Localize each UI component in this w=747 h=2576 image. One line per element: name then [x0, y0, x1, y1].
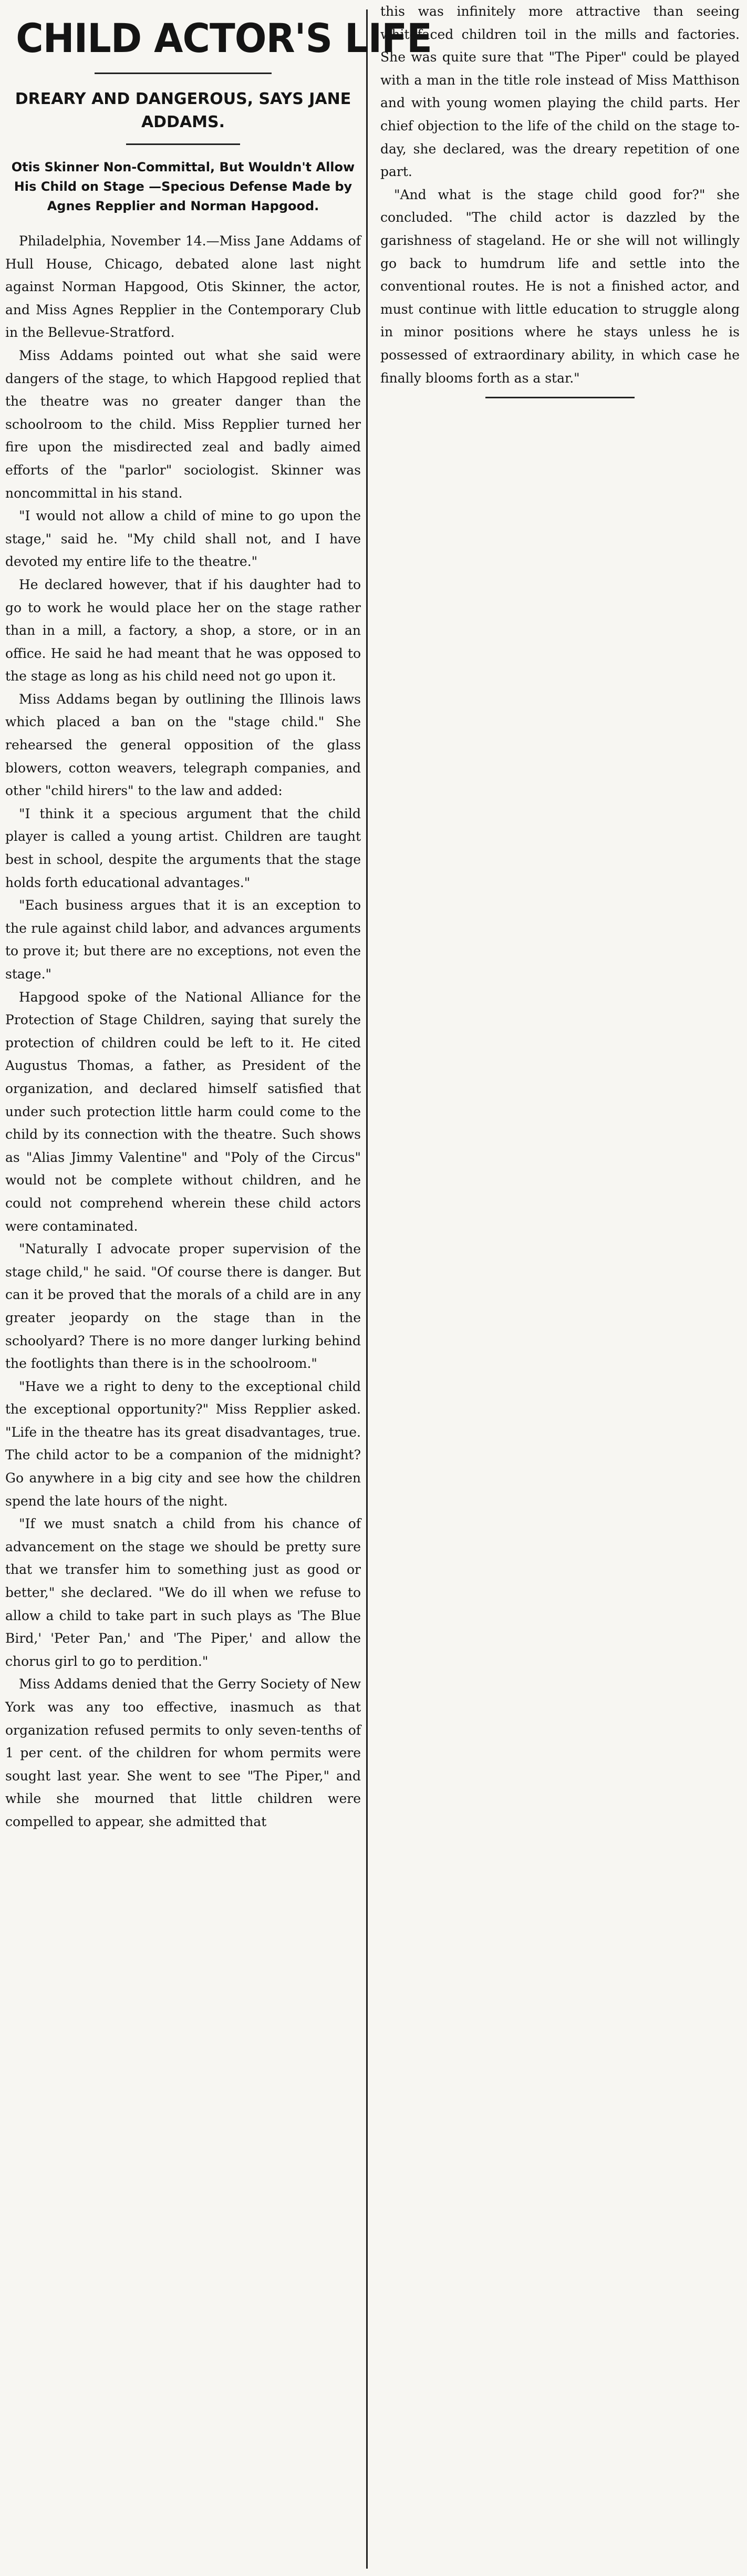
paragraph: Miss Addams pointed out what she said were dangers of the stage, to which Hapgood replied that the theatre was no greater danger than the schoolroom to the child. Miss Repplier turned her fire upon the misdirected zeal and badly aimed efforts of the "parlor" sociologist. Skinner was noncommittal in his stand. — [5, 347, 361, 501]
subheadline-primary: DREARY AND DANGEROUS, SAYS JANE ADDAMS. — [15, 90, 351, 131]
paragraph: "Naturally I advocate proper supervision of the stage child," he said. "Of course there is danger. But can it be proved that the morals of a child are in any greater jeopardy on the stage than in the schoolyard? There is no more danger lurking behind the footlights than there is in the schoolroom." — [5, 1241, 361, 1372]
headline-divider — [95, 73, 272, 74]
headline: CHILD ACTOR'S LIFE — [16, 15, 432, 61]
article-column-2 — [380, 0, 740, 652]
article-body-col2 — [380, 0, 740, 389]
paragraph: "Have we a right to deny to the exceptional child the exceptional opportunity?" Miss Repplier asked. "Life in the theatre has its great disadvantages, true. The child actor to be a companion of the midnight? Go anywhere in a big city and see how the children spend the late hours of the night. — [5, 1378, 361, 1509]
paragraph: Hapgood spoke of the National Alliance for the Protection of Stage Children, saying that surely the protection of children could be left to it. He cited Augustus Thomas, a father, as President of the organization, and declared himself satisfied that under such protection little harm could come to the child by its connection with the theatre. Such shows as "Alias Jimmy Valentine" and "Poly of the Circus" would not be complete without children, and he could not comprehend wherein these child actors were contaminated. — [5, 989, 361, 1234]
paragraph: "And what is the stage child good for?" she concluded. "The child actor is dazzled by the garishness of stageland. He or she will not willingly go back to humdrum life and settle into the conventional routes. He is not a finished actor, and must continue with little education to struggle along in minor positions where he stays unless he is possessed of extraordinary ability, in which case he finally blooms forth as a star." — [380, 187, 740, 386]
paragraph: Miss Addams denied that the Gerry Society of New York was any too effective, inasmuch as that organization refused permits to only seven-tenths of 1 per cent. of the children for whom permits were sought last year. She went to see "The Piper," and while she mourned that little children were compelled to appear, she admitted that — [5, 1676, 361, 1829]
paragraph: Philadelphia, November 14.—Miss Jane Addams of Hull House, Chicago, debated alone last night against Norman Hapgood, Otis Skinner, the actor, and Miss Agnes Repplier in the Contemporary Club in the Bellevue-Stratford. — [5, 233, 361, 341]
paragraph-continued: this was infinitely more attractive than seeing whitefaced children toil in the mills and factories. She was quite sure that "The Piper" could be played with a man in the title role instead of Miss Matthison and with young women playing the child parts. Her chief objection to the life of the child on the stage to-day, she declared, was the dreary repetition of one part. — [380, 4, 740, 180]
article-column-1 — [5, 9, 432, 2569]
subheadline-secondary: Otis Skinner Non-Committal, But Wouldn't Allow His Child on Stage —Specious Defense Made by Agnes Repplier and Norman Hapgood. — [11, 160, 355, 213]
article-end-rule — [485, 397, 635, 398]
paragraph: "I think it a specious argument that the child player is called a young artist. Children are taught best in school, despite the arguments that the stage holds forth educational advantages." — [5, 806, 361, 890]
article-body-col1 — [5, 230, 361, 1833]
subheadline-divider — [126, 143, 240, 145]
paragraph: "I would not allow a child of mine to go upon the stage," said he. "My child shall not, and I have devoted my entire life to the theatre." — [5, 508, 361, 570]
paragraph: "Each business argues that it is an exception to the rule against child labor, and advances arguments to prove it; but there are no exceptions, not even the stage." — [5, 898, 361, 982]
paragraph: "If we must snatch a child from his chance of advancement on the stage we should be pretty sure that we transfer him to something just as good or better," she declared. "We do ill when we refuse to allow a child to take part in such plays as 'The Blue Bird,' 'Peter Pan,' and 'The Piper,' and allow the chorus girl to go to perdition." — [5, 1516, 361, 1669]
paragraph: He declared however, that if his daughter had to go to work he would place her on the stage rather than in a mill, a factory, a shop, a store, or in an office. He said he had meant that he was opposed to the stage as long as his child need not go upon it. — [5, 576, 361, 684]
paragraph: Miss Addams began by outlining the Illinois laws which placed a ban on the "stage child." She rehearsed the general opposition of the glass blowers, cotton weavers, telegraph companies, and other "child hirers" to the law and added: — [5, 691, 361, 799]
